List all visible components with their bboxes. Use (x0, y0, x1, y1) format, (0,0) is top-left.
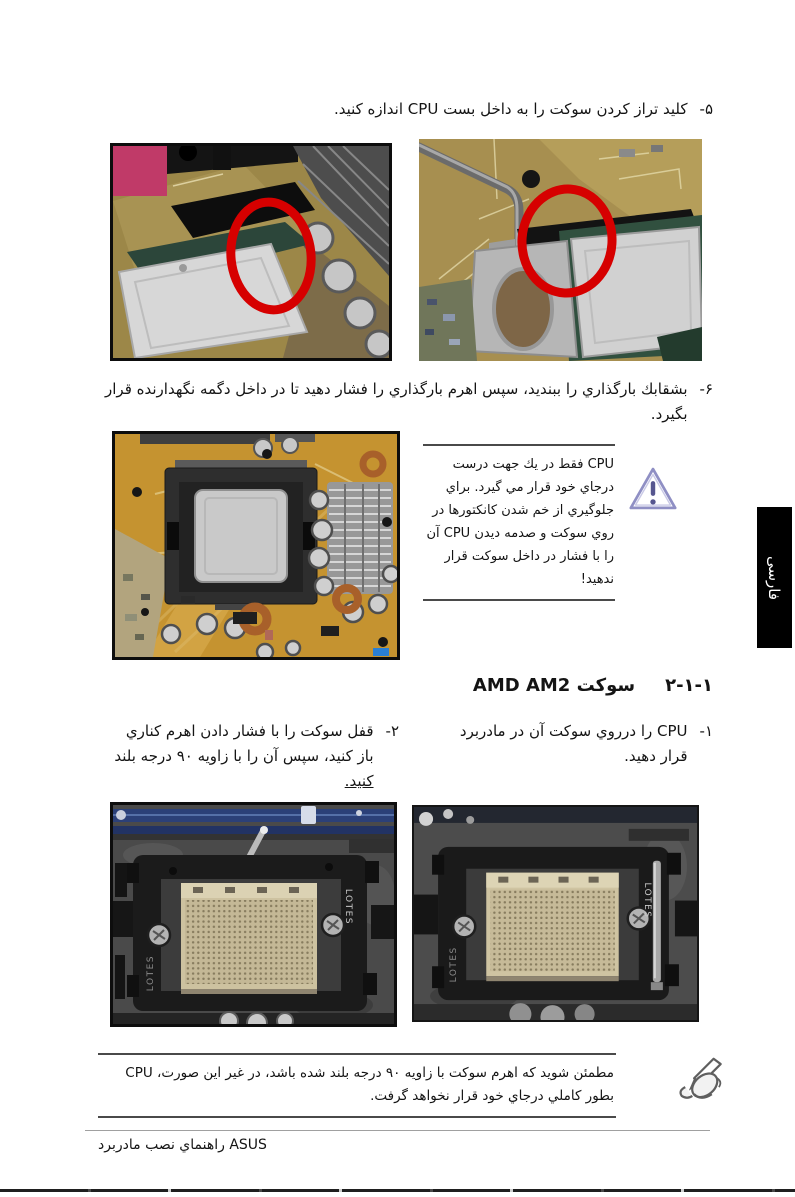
footer-text: راهنماي نصب مادربرد ASUS (98, 1137, 267, 1153)
socket-brand-text: LOTES (343, 888, 353, 925)
photo-intel-socket-closed (112, 431, 400, 660)
photo-amd-socket-lever-left-art (113, 805, 394, 1024)
amd-step-1-text: CPU را درروي سوکت آن در مادربرد قرار دهید. (459, 722, 688, 765)
amd-step-2-text (110, 719, 374, 794)
scan-edge-line (0, 1189, 795, 1192)
amd-step-2-text-body: قفل سوکت را با فشار دادن اهرم کناري باز کنید، سپس آن را با زاویه ۹۰ درجه بلند (114, 722, 374, 765)
amd-am2-heading-number: ۲-۱-۱ (665, 675, 713, 696)
photo-intel-socket-alignment-left (110, 143, 392, 361)
socket-brand-text: LOTES (449, 946, 460, 983)
language-side-tab (757, 507, 792, 648)
warning-box (423, 444, 615, 601)
language-side-tab-label: فارسی (765, 555, 784, 600)
photo-intel-socket-alignment-left-art (113, 146, 389, 358)
photo-intel-socket-alignment-right-art (419, 139, 702, 361)
writing-hand-icon (664, 1056, 726, 1104)
amd-step-2 (99, 719, 399, 794)
amd-am2-heading (473, 675, 713, 696)
note-text: مطمئن شوید که اهرم سوکت با زاویه ۹۰ درجه بلند شده باشد، در غیر این صورت، CPU بطور کاملي درجاي خود قرار نخواهد گرفت. (125, 1065, 614, 1104)
socket-brand-text: LOTES (146, 955, 156, 992)
warning-text: CPU فقط در يك جهت درست درجاي خود قرار مي گيرد. براي جلوگيري از خم شدن كانكتورها در روي سوكت و صدمه ديدن CPU آن را با فشار در داخل سوكت قرار ندهيد! (426, 457, 614, 587)
amd-step-2-number: ۲- (385, 722, 399, 740)
socket-brand-text: LOTES (641, 882, 652, 919)
photo-amd-socket-lever-left (110, 802, 397, 1027)
photo-intel-socket-closed-art (115, 434, 397, 657)
step-5-number: ۵- (699, 100, 713, 118)
photo-amd-socket-lever-right-art (414, 807, 697, 1020)
warning-triangle-icon (629, 466, 677, 511)
photo-intel-socket-alignment-right (419, 139, 702, 361)
intel-step-6 (98, 377, 713, 427)
step-6-text: بشقابك بارگذاري را ببندید، سپس اهرم بارگذاري را فشار دهید تا در داخل دگمه نگهدارنده قرار بگیرد. (105, 380, 688, 423)
amd-step-1-number: ۱- (699, 722, 713, 740)
step-5-text: کلید تراز کردن سوکت را به داخل بست CPU اندازه کنید. (333, 100, 688, 118)
footer-divider (85, 1130, 710, 1131)
amd-step-2-text-underlined: کنید. (344, 772, 374, 790)
step-6-number: ۶- (699, 380, 713, 398)
amd-am2-heading-title: سوکت AMD AM2 (472, 675, 636, 696)
intel-step-5 (334, 97, 713, 122)
photo-amd-socket-lever-right (412, 805, 699, 1022)
amd-step-1 (436, 719, 713, 769)
note-box (98, 1053, 616, 1118)
